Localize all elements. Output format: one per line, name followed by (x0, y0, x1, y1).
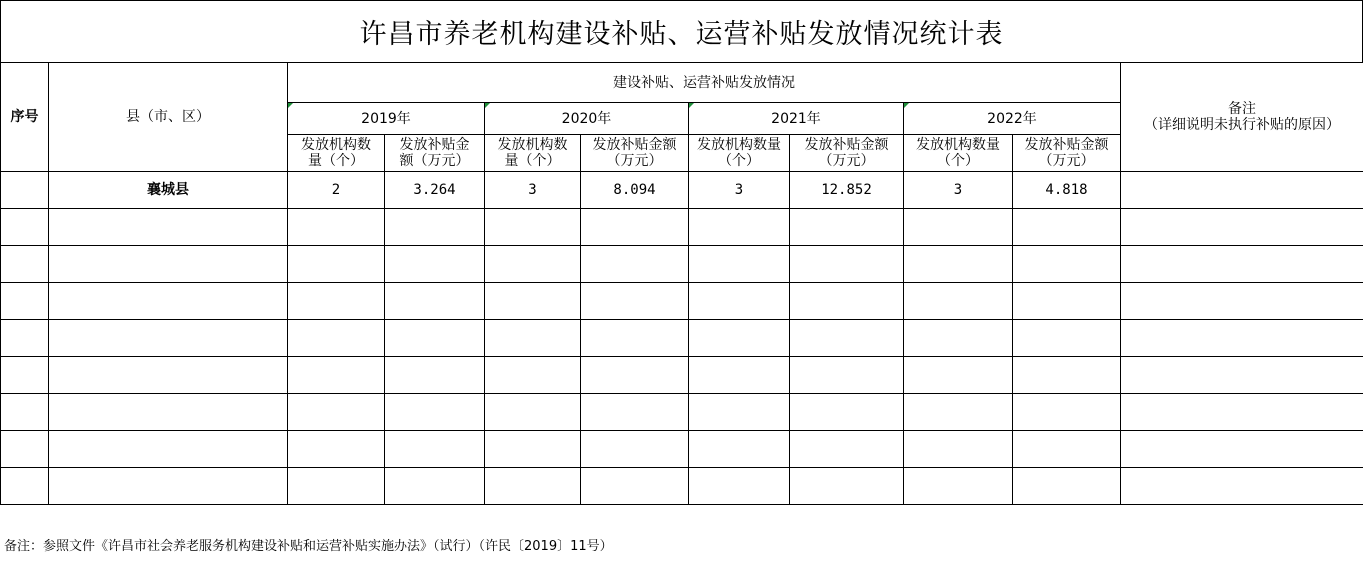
cell-2021-count[interactable]: 3 (689, 172, 790, 209)
empty-cell[interactable] (385, 394, 485, 431)
empty-cell[interactable] (689, 209, 790, 246)
header-remark-title: 备注 (1228, 101, 1256, 117)
empty-cell[interactable] (288, 357, 385, 394)
empty-cell[interactable] (904, 209, 1013, 246)
table-row (1, 209, 1363, 246)
cell-2019-count[interactable]: 2 (288, 172, 385, 209)
empty-cell[interactable] (790, 320, 904, 357)
empty-cell[interactable] (581, 394, 689, 431)
empty-cell[interactable] (581, 283, 689, 320)
empty-cell[interactable] (689, 431, 790, 468)
empty-cell[interactable] (1, 283, 49, 320)
empty-cell[interactable] (581, 209, 689, 246)
empty-cell[interactable] (1013, 357, 1121, 394)
empty-cell[interactable] (1121, 320, 1363, 357)
table-row (1, 320, 1363, 357)
table-row (1, 468, 1363, 505)
empty-cell[interactable] (581, 320, 689, 357)
header-2022-count: 发放机构数量 （个） (904, 135, 1013, 172)
statistics-table (0, 62, 1363, 505)
table-row (1, 283, 1363, 320)
empty-cell[interactable] (288, 246, 385, 283)
empty-cell[interactable] (904, 394, 1013, 431)
empty-cell[interactable] (1013, 320, 1121, 357)
empty-cell[interactable] (790, 394, 904, 431)
empty-cell[interactable] (288, 209, 385, 246)
header-year-2019: 2019年 (288, 103, 485, 135)
empty-cell[interactable] (1013, 431, 1121, 468)
empty-cell[interactable] (49, 209, 288, 246)
empty-cell[interactable] (790, 357, 904, 394)
empty-cell[interactable] (1121, 431, 1363, 468)
cell-2021-amount[interactable]: 12.852 (790, 172, 904, 209)
empty-cell[interactable] (904, 283, 1013, 320)
empty-cell[interactable] (385, 246, 485, 283)
empty-cell[interactable] (49, 357, 288, 394)
empty-cell[interactable] (1, 320, 49, 357)
empty-cell[interactable] (485, 357, 581, 394)
empty-cell[interactable] (49, 246, 288, 283)
header-subsidy-group: 建设补贴、运营补贴发放情况 (288, 63, 1121, 103)
empty-cell[interactable] (385, 468, 485, 505)
footnote: 备注：参照文件《许昌市社会养老服务机构建设补贴和运营补贴实施办法》（试行）（许民〔2019〕11号） (4, 539, 613, 554)
empty-cell[interactable] (385, 209, 485, 246)
empty-cell[interactable] (1121, 209, 1363, 246)
empty-cell[interactable] (1013, 283, 1121, 320)
header-2021-count: 发放机构数量 （个） (689, 135, 790, 172)
empty-cell[interactable] (581, 431, 689, 468)
empty-cell[interactable] (904, 468, 1013, 505)
empty-cell[interactable] (1013, 246, 1121, 283)
empty-cell[interactable] (689, 394, 790, 431)
header-remark-subtitle: （详细说明未执行补贴的原因） (1144, 117, 1340, 133)
header-year-2021: 2021年 (689, 103, 904, 135)
header-county: 县（市、区） (49, 63, 288, 172)
cell-2020-amount[interactable]: 8.094 (581, 172, 689, 209)
table-row (1, 172, 1363, 209)
empty-cell[interactable] (385, 320, 485, 357)
cell-2022-amount[interactable]: 4.818 (1013, 172, 1121, 209)
empty-cell[interactable] (49, 431, 288, 468)
header-2019-amount: 发放补贴金 额（万元） (385, 135, 485, 172)
empty-cell[interactable] (485, 209, 581, 246)
empty-cell[interactable] (904, 357, 1013, 394)
empty-cell[interactable] (1121, 394, 1363, 431)
empty-cell[interactable] (288, 468, 385, 505)
header-2020-amount: 发放补贴金额 （万元） (581, 135, 689, 172)
empty-cell[interactable] (1, 468, 49, 505)
empty-cell[interactable] (1121, 283, 1363, 320)
empty-cell[interactable] (288, 320, 385, 357)
cell-county[interactable]: 襄城县 (49, 172, 288, 209)
empty-cell[interactable] (1, 357, 49, 394)
table-title: 许昌市养老机构建设补贴、运营补贴发放情况统计表 (0, 0, 1363, 62)
cell-2020-count[interactable]: 3 (485, 172, 581, 209)
header-seq: 序号 (1, 63, 49, 172)
empty-cell[interactable] (1, 209, 49, 246)
header-2019-count: 发放机构数 量（个） (288, 135, 385, 172)
table-row (1, 431, 1363, 468)
empty-cell[interactable] (49, 468, 288, 505)
empty-cell[interactable] (790, 431, 904, 468)
empty-cell[interactable] (485, 468, 581, 505)
empty-cell[interactable] (485, 394, 581, 431)
empty-cell[interactable] (288, 394, 385, 431)
empty-cell[interactable] (790, 283, 904, 320)
empty-cell[interactable] (49, 283, 288, 320)
empty-cell[interactable] (49, 394, 288, 431)
cell-remark[interactable] (1121, 172, 1363, 209)
empty-cell[interactable] (790, 209, 904, 246)
empty-cell[interactable] (485, 431, 581, 468)
header-2022-amount: 发放补贴金额 （万元） (1013, 135, 1121, 172)
empty-cell[interactable] (485, 283, 581, 320)
cell-2022-count[interactable]: 3 (904, 172, 1013, 209)
empty-cell[interactable] (904, 246, 1013, 283)
empty-cell[interactable] (49, 320, 288, 357)
empty-cell[interactable] (1121, 468, 1363, 505)
empty-cell[interactable] (581, 246, 689, 283)
table-row (1, 357, 1363, 394)
empty-cell[interactable] (385, 357, 485, 394)
empty-cell[interactable] (485, 246, 581, 283)
empty-cell[interactable] (581, 357, 689, 394)
empty-cell[interactable] (485, 320, 581, 357)
header-year-2020: 2020年 (485, 103, 689, 135)
empty-cell[interactable] (581, 468, 689, 505)
empty-cell[interactable] (790, 246, 904, 283)
empty-cell[interactable] (288, 283, 385, 320)
empty-cell[interactable] (385, 283, 485, 320)
empty-cell[interactable] (904, 320, 1013, 357)
empty-cell[interactable] (1121, 246, 1363, 283)
table-row (1, 246, 1363, 283)
empty-cell[interactable] (689, 320, 790, 357)
empty-cell[interactable] (288, 431, 385, 468)
empty-cell[interactable] (1121, 357, 1363, 394)
header-2020-count: 发放机构数 量（个） (485, 135, 581, 172)
empty-cell[interactable] (1, 431, 49, 468)
empty-cell[interactable] (904, 431, 1013, 468)
empty-cell[interactable] (1, 394, 49, 431)
empty-cell[interactable] (1, 246, 49, 283)
empty-cell[interactable] (790, 468, 904, 505)
header-year-2022: 2022年 (904, 103, 1121, 135)
header-remark (1121, 63, 1363, 172)
header-2021-amount: 发放补贴金额 （万元） (790, 135, 904, 172)
empty-cell[interactable] (1013, 209, 1121, 246)
table-row (1, 394, 1363, 431)
empty-cell[interactable] (385, 431, 485, 468)
empty-cell[interactable] (689, 468, 790, 505)
cell-seq[interactable] (1, 172, 49, 209)
empty-cell[interactable] (689, 357, 790, 394)
empty-cell[interactable] (1013, 468, 1121, 505)
empty-cell[interactable] (689, 246, 790, 283)
empty-cell[interactable] (689, 283, 790, 320)
empty-cell[interactable] (1013, 394, 1121, 431)
cell-2019-amount[interactable]: 3.264 (385, 172, 485, 209)
